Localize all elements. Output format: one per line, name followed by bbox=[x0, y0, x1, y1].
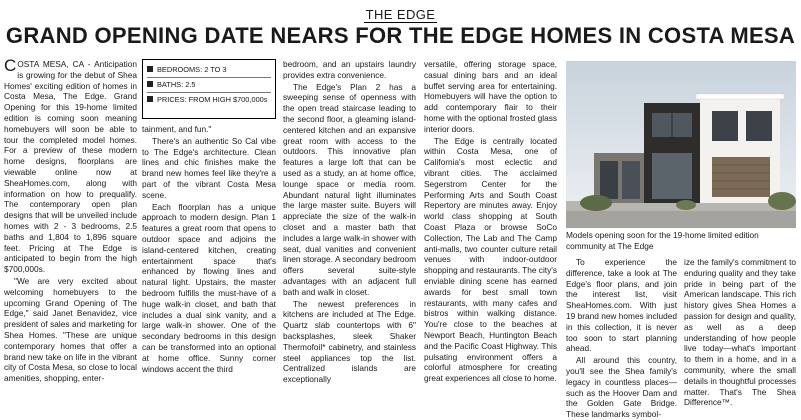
column-3 bbox=[283, 59, 416, 403]
house-photo bbox=[566, 61, 796, 228]
modern-house-illustration bbox=[566, 61, 796, 228]
paragraph: "We are very excited about welcoming homebuyers to the upcoming Grand Opening of The Edge," said Janet Benavidez, vice president of sales and marketing for Shea Homes. "These are unique contemporary homes that offer a brand new take on life in the vibrant city of Costa Mesa, so close to local amenities, shopping, enter- bbox=[4, 275, 137, 384]
article-headline: GRAND OPENING DATE NEARS FOR THE EDGE HOMES IN COSTA MESA bbox=[5, 23, 796, 48]
fact-bedrooms: BEDROOMS: 2 TO 3 bbox=[147, 63, 271, 78]
photo-caption: Models opening soon for the 19-home limited edition community at The Edge bbox=[566, 230, 759, 251]
drop-cap: C bbox=[4, 56, 17, 75]
paragraph: ize the family's commitment to enduring quality and they take pride in being part of the American landscape. This rich history gives Shea Homes a passion for design and quality, as well as a deep understanding of how people live today—what's important to them in a home, and in a community, where the small details in thoughtful processes matter. That's The Shea Difference™. bbox=[684, 257, 796, 408]
paragraph: The Edge is centrally located within Costa Mesa, one of California's most eclectic and vibrant cities. The acclaimed Segerstrom Center for the Performing Arts and South Coast Repertory are minutes away. Enjoy world class shopping at South Coast Plaza or browse SoCo Collection, The Lab and The Camp anti-malls, two counter culture retail venues with indoor-outdoor shopping and restaurants. The city's enviable dining scene has earned awards for best small town restaurants, with many cafes and bistros within walking distance. You're close to the beaches at Newport Beach, Huntington Beach and the Pacific Coast Highway. This pulsating environment offers a colorful atmosphere for creating great experiences all close to home. bbox=[424, 135, 557, 384]
paragraph: All around this country, you'll see the Shea family's legacy in countless places—such as the Hoover Dam and the Golden Gate Bridge. These landmarks symbol- bbox=[566, 355, 677, 420]
paragraph: To experience the difference, take a look at The Edge's floor plans, and join the interest list, visit SheaHomes.com. With just 19 brand new homes included in this collection, it is never too soon to start planning ahead. bbox=[566, 257, 677, 354]
paragraph: bedroom, and an upstairs laundry provides extra convenience. bbox=[283, 59, 416, 80]
column-2 bbox=[142, 59, 276, 403]
paragraph: The newest preferences in kitchens are included at The Edge. Quartz slab countertops with 6" backsplashes, sleek Shaker Thermofoil* cabinetry, and stainless steel appliances top the list. Centralized islands are exceptionally bbox=[283, 298, 416, 385]
paragraph: There's an authentic So Cal vibe to The Edge's architecture. Clean lines and chic finishes make the brand new homes feel like they're a part of the vibrant Costa Mesa scene. bbox=[142, 135, 276, 200]
fact-prices: PRICES: FROM HIGH $700,000s bbox=[147, 93, 271, 107]
square-bullet-icon bbox=[147, 81, 153, 87]
square-bullet-icon bbox=[147, 96, 153, 102]
paragraph: The Edge's Plan 2 has a sweeping sense of openness with the open tread staircase leading to the second floor, a gleaming island-centered kitchen and an expansive great room with access to the outdoors. This innovative plan features a large loft that can be used as a study, an at home office, lounge space or media room. Abundant natural light illuminates the large master suite. Buyers will appreciate the size of the walk-in closet and a master bath that includes a large walk-in shower with seat, dual vanities and convenient linen storage. A secondary bedroom offers several suite-style advantages with an adjacent full bath and walk in closet. bbox=[283, 81, 416, 297]
square-bullet-icon bbox=[147, 66, 153, 72]
column-4 bbox=[424, 59, 557, 403]
fact-box bbox=[142, 59, 276, 119]
column-1 bbox=[4, 56, 137, 403]
paragraph: versatile, offering storage space, casual dining bars and an ideal buffet serving area for entertaining. Homebuyers will have the option to add contemporary flair to their home with the optional frosted glass interior doors. bbox=[424, 59, 557, 134]
paragraph: Each floorplan has a unique approach to modern design. Plan 1 features a great room that opens to outdoor space and adjoins the island-centered kitchen, creating entertainment space that's enhanced by flowing lines and natural light. Upstairs, the master bedroom fulfills the must-have of a huge walk-in closet, and bath that includes a dual sink vanity, and a large walk-in shower. One of the secondary bedrooms in this design can be transformed into an optional at home office. Sunny corner windows accent the third bbox=[142, 201, 276, 374]
lead-paragraph: COSTA MESA, CA - Anticipation is growing for the debut of Shea Homes' exciting edition of homes in Costa Mesa, The Edge. Grand Opening for this 19-home limited edition is coming soon meaning homebuyers will soon be able to tour the completed model homes. For a preview of these modern home designs, floorplans are viewable online now at SheaHomes.com, along with information on how to prequalify. The contemporary open plan designs that will be unveiled include homes with 2 - 3 bedrooms, 2.5 baths and 1,804 to 1,896 square feet. Pricing at The Edge is anticipated to begin from the high $700,000s. bbox=[4, 56, 137, 275]
paragraph: tainment, and fun." bbox=[142, 124, 212, 134]
section-kicker: THE EDGE bbox=[365, 7, 436, 22]
column-5 bbox=[566, 257, 677, 420]
fact-baths: BATHS: 2.5 bbox=[147, 78, 271, 93]
column-6 bbox=[684, 257, 796, 408]
